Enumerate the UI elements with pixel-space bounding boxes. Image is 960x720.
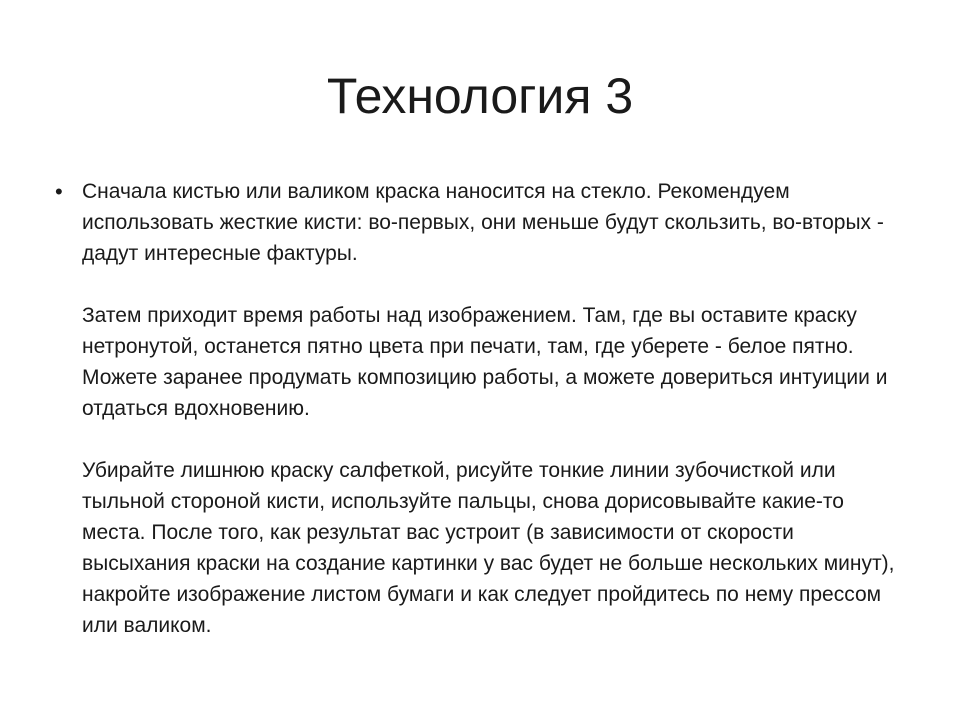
bullet-icon: • — [55, 179, 63, 204]
slide-title: Технология 3 — [326, 68, 634, 124]
paragraph-1: Сначала кистью или валиком краска наносится на стекло. Рекомендуем использовать жесткие кисти: во-первых, они меньше будут скользить, во-вторых - дадут интересные фактуры. — [82, 180, 884, 265]
paragraph-2: Затем приходит время работы над изображением. Там, где вы оставите краску нетронутой, останется пятно цвета при печати, там, где уберете - белое пятно. Можете заранее продумать композицию работы, а можете довериться интуиции и отдаться вдохновению. — [82, 304, 888, 420]
bullet-item — [55, 176, 895, 641]
slide-content — [55, 176, 895, 641]
paragraph-3: Убирайте лишнюю краску салфеткой, рисуйте тонкие линии зубочисткой или тыльной стороной кисти, используйте пальцы, снова дорисовывайте какие-то места. После того, как результат вас устроит (в зависимости от скорости высыхания краски на создание картинки у вас будет не больше нескольких минут), накройте изображение листом бумаги и как следует пройдитесь по нему прессом или валиком. — [82, 459, 895, 637]
